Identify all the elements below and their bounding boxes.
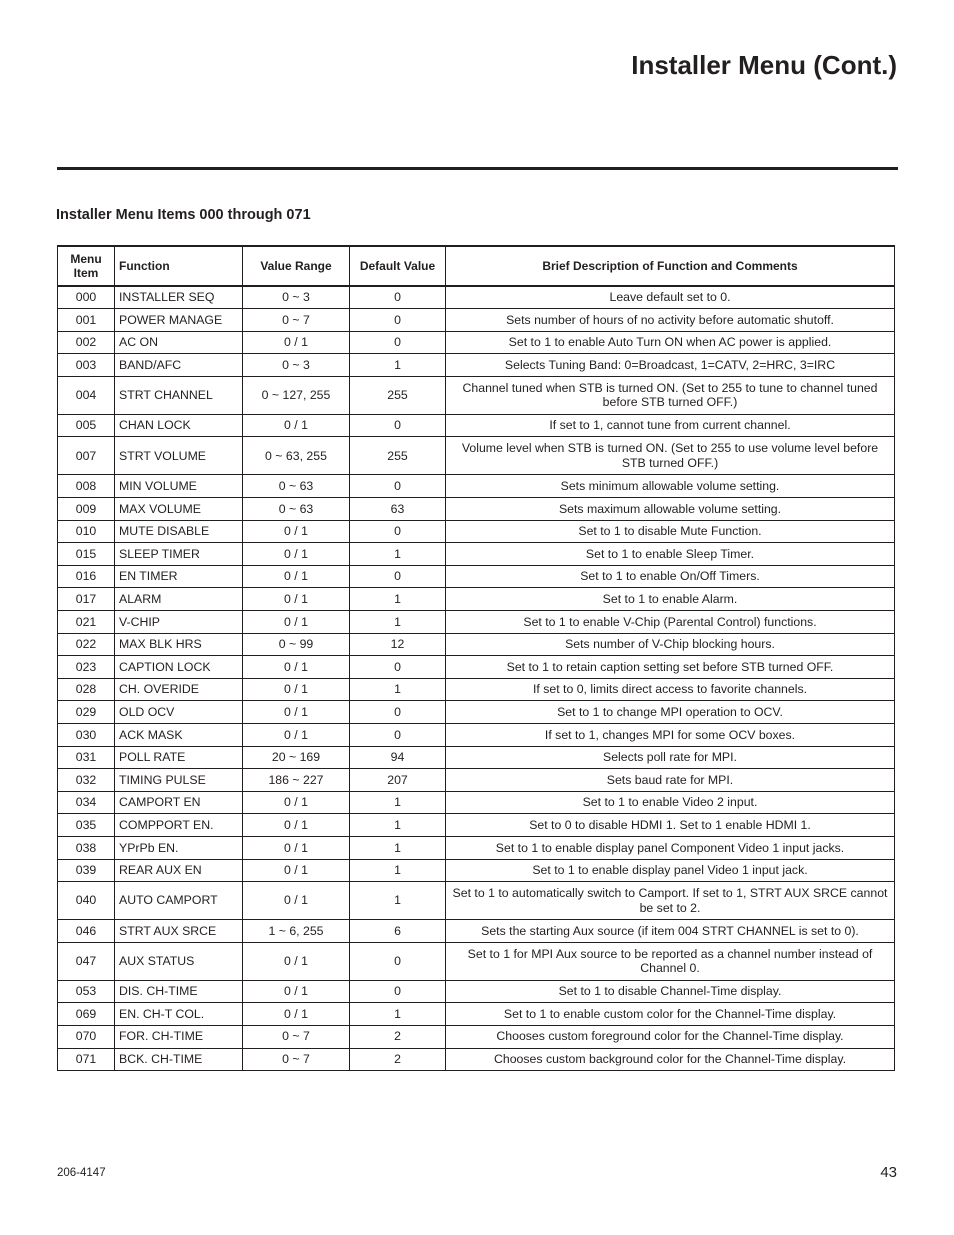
table-row	[58, 1025, 895, 1048]
cell-menu-item: 035	[58, 814, 115, 837]
cell-description: Set to 1 to enable On/Off Timers.	[446, 565, 895, 588]
cell-default-value: 0	[350, 475, 446, 498]
cell-menu-item: 016	[58, 565, 115, 588]
cell-value-range: 0 ~ 7	[243, 1048, 350, 1071]
cell-description: If set to 1, cannot tune from current channel.	[446, 414, 895, 437]
cell-description: Set to 1 to disable Channel-Time display.	[446, 980, 895, 1003]
table-row	[58, 701, 895, 724]
cell-value-range: 0 ~ 63, 255	[243, 437, 350, 475]
cell-function: V-CHIP	[115, 611, 243, 634]
cell-function: EN TIMER	[115, 565, 243, 588]
cell-function: MUTE DISABLE	[115, 520, 243, 543]
cell-default-value: 1	[350, 354, 446, 377]
table-row	[58, 724, 895, 747]
cell-default-value: 1	[350, 611, 446, 634]
cell-menu-item: 046	[58, 920, 115, 943]
cell-default-value: 0	[350, 331, 446, 354]
cell-default-value: 0	[350, 520, 446, 543]
cell-function: ACK MASK	[115, 724, 243, 747]
cell-default-value: 1	[350, 814, 446, 837]
table-row	[58, 1048, 895, 1071]
cell-value-range: 0 ~ 63	[243, 475, 350, 498]
cell-value-range: 0 ~ 127, 255	[243, 376, 350, 414]
cell-function: MIN VOLUME	[115, 475, 243, 498]
table-row	[58, 859, 895, 882]
cell-description: Set to 1 to enable display panel Video 1 input jack.	[446, 859, 895, 882]
cell-description: Channel tuned when STB is turned ON. (Set to 255 to tune to channel tuned before STB turned OFF.)	[446, 376, 895, 414]
cell-menu-item: 038	[58, 836, 115, 859]
cell-default-value: 1	[350, 882, 446, 920]
cell-function: SLEEP TIMER	[115, 543, 243, 566]
table-row	[58, 882, 895, 920]
cell-description: Set to 1 to automatically switch to Camport. If set to 1, STRT AUX SRCE cannot be set to 2.	[446, 882, 895, 920]
cell-default-value: 0	[350, 565, 446, 588]
cell-function: AUX STATUS	[115, 942, 243, 980]
cell-default-value: 0	[350, 724, 446, 747]
cell-value-range: 0 / 1	[243, 882, 350, 920]
cell-value-range: 0 ~ 63	[243, 498, 350, 521]
table-row	[58, 836, 895, 859]
cell-description: Set to 1 to retain caption setting set before STB turned OFF.	[446, 656, 895, 679]
table-header-row	[58, 246, 895, 286]
cell-default-value: 2	[350, 1048, 446, 1071]
table-body	[58, 286, 895, 1071]
cell-description: Set to 1 to enable Video 2 input.	[446, 791, 895, 814]
header-menu-item: Menu Item	[58, 246, 115, 286]
cell-description: Leave default set to 0.	[446, 286, 895, 309]
cell-default-value: 0	[350, 656, 446, 679]
cell-menu-item: 009	[58, 498, 115, 521]
cell-default-value: 1	[350, 678, 446, 701]
cell-description: Volume level when STB is turned ON. (Set to 255 to use volume level before STB turned OFF.)	[446, 437, 895, 475]
table-row	[58, 376, 895, 414]
cell-description: Sets baud rate for MPI.	[446, 769, 895, 792]
cell-description: Set to 1 to enable V-Chip (Parental Control) functions.	[446, 611, 895, 634]
cell-menu-item: 028	[58, 678, 115, 701]
cell-menu-item: 071	[58, 1048, 115, 1071]
cell-description: Sets number of hours of no activity before automatic shutoff.	[446, 309, 895, 332]
cell-description: Sets number of V-Chip blocking hours.	[446, 633, 895, 656]
cell-menu-item: 070	[58, 1025, 115, 1048]
cell-description: Set to 1 to enable Auto Turn ON when AC power is applied.	[446, 331, 895, 354]
cell-default-value: 1	[350, 859, 446, 882]
cell-menu-item: 004	[58, 376, 115, 414]
cell-description: Set to 1 to disable Mute Function.	[446, 520, 895, 543]
table-row	[58, 980, 895, 1003]
cell-menu-item: 005	[58, 414, 115, 437]
table-row	[58, 309, 895, 332]
header-function: Function	[115, 246, 243, 286]
cell-value-range: 20 ~ 169	[243, 746, 350, 769]
cell-description: Set to 1 to enable Sleep Timer.	[446, 543, 895, 566]
cell-value-range: 0 ~ 3	[243, 354, 350, 377]
cell-function: STRT VOLUME	[115, 437, 243, 475]
cell-description: Selects Tuning Band: 0=Broadcast, 1=CATV, 2=HRC, 3=IRC	[446, 354, 895, 377]
cell-function: POLL RATE	[115, 746, 243, 769]
cell-menu-item: 003	[58, 354, 115, 377]
cell-menu-item: 030	[58, 724, 115, 747]
cell-description: Sets maximum allowable volume setting.	[446, 498, 895, 521]
cell-menu-item: 032	[58, 769, 115, 792]
cell-value-range: 0 / 1	[243, 791, 350, 814]
cell-function: EN. CH-T COL.	[115, 1003, 243, 1026]
table-row	[58, 520, 895, 543]
page-number: 43	[880, 1164, 897, 1181]
cell-description: Chooses custom background color for the Channel-Time display.	[446, 1048, 895, 1071]
cell-description: Set to 1 to enable Alarm.	[446, 588, 895, 611]
cell-menu-item: 008	[58, 475, 115, 498]
cell-default-value: 0	[350, 942, 446, 980]
cell-function: ALARM	[115, 588, 243, 611]
cell-value-range: 0 / 1	[243, 656, 350, 679]
cell-description: Set to 1 for MPI Aux source to be reported as a channel number instead of Channel 0.	[446, 942, 895, 980]
cell-menu-item: 031	[58, 746, 115, 769]
cell-default-value: 0	[350, 701, 446, 724]
cell-default-value: 0	[350, 286, 446, 309]
cell-function: TIMING PULSE	[115, 769, 243, 792]
cell-default-value: 1	[350, 791, 446, 814]
table-row	[58, 814, 895, 837]
cell-menu-item: 022	[58, 633, 115, 656]
table-row	[58, 633, 895, 656]
cell-default-value: 1	[350, 588, 446, 611]
cell-default-value: 63	[350, 498, 446, 521]
cell-function: AUTO CAMPORT	[115, 882, 243, 920]
header-default-value: Default Value	[350, 246, 446, 286]
page-title: Installer Menu (Cont.)	[631, 50, 897, 80]
cell-menu-item: 015	[58, 543, 115, 566]
cell-default-value: 1	[350, 836, 446, 859]
cell-description: Set to 0 to disable HDMI 1. Set to 1 enable HDMI 1.	[446, 814, 895, 837]
cell-menu-item: 053	[58, 980, 115, 1003]
table-row	[58, 437, 895, 475]
cell-default-value: 0	[350, 309, 446, 332]
table-row	[58, 791, 895, 814]
cell-function: POWER MANAGE	[115, 309, 243, 332]
cell-default-value: 255	[350, 437, 446, 475]
cell-value-range: 0 / 1	[243, 724, 350, 747]
table-row	[58, 414, 895, 437]
cell-function: FOR. CH-TIME	[115, 1025, 243, 1048]
cell-menu-item: 039	[58, 859, 115, 882]
table-row	[58, 543, 895, 566]
cell-description: If set to 0, limits direct access to favorite channels.	[446, 678, 895, 701]
cell-value-range: 0 / 1	[243, 520, 350, 543]
table-row	[58, 286, 895, 309]
header-value-range: Value Range	[243, 246, 350, 286]
cell-value-range: 0 / 1	[243, 543, 350, 566]
cell-value-range: 0 / 1	[243, 565, 350, 588]
cell-menu-item: 002	[58, 331, 115, 354]
cell-description: Sets minimum allowable volume setting.	[446, 475, 895, 498]
cell-value-range: 0 / 1	[243, 588, 350, 611]
cell-default-value: 94	[350, 746, 446, 769]
cell-value-range: 186 ~ 227	[243, 769, 350, 792]
cell-value-range: 0 ~ 3	[243, 286, 350, 309]
header-divider	[57, 167, 898, 170]
table-row	[58, 498, 895, 521]
cell-value-range: 0 / 1	[243, 331, 350, 354]
cell-function: BCK. CH-TIME	[115, 1048, 243, 1071]
cell-value-range: 0 / 1	[243, 836, 350, 859]
cell-function: COMPPORT EN.	[115, 814, 243, 837]
cell-default-value: 1	[350, 1003, 446, 1026]
cell-menu-item: 023	[58, 656, 115, 679]
cell-value-range: 0 ~ 7	[243, 1025, 350, 1048]
table-row	[58, 331, 895, 354]
cell-function: BAND/AFC	[115, 354, 243, 377]
table-row	[58, 354, 895, 377]
section-title: Installer Menu Items 000 through 071	[56, 207, 311, 223]
cell-value-range: 0 / 1	[243, 414, 350, 437]
cell-value-range: 0 ~ 99	[243, 633, 350, 656]
cell-function: CH. OVERIDE	[115, 678, 243, 701]
cell-description: Chooses custom foreground color for the Channel-Time display.	[446, 1025, 895, 1048]
cell-function: STRT AUX SRCE	[115, 920, 243, 943]
cell-menu-item: 017	[58, 588, 115, 611]
cell-value-range: 0 / 1	[243, 678, 350, 701]
table-row	[58, 656, 895, 679]
cell-default-value: 255	[350, 376, 446, 414]
cell-menu-item: 029	[58, 701, 115, 724]
table-row	[58, 920, 895, 943]
cell-default-value: 0	[350, 980, 446, 1003]
cell-value-range: 0 / 1	[243, 942, 350, 980]
cell-function: REAR AUX EN	[115, 859, 243, 882]
cell-menu-item: 034	[58, 791, 115, 814]
cell-function: CAPTION LOCK	[115, 656, 243, 679]
header-description: Brief Description of Function and Comments	[446, 246, 895, 286]
table-row	[58, 942, 895, 980]
cell-function: AC ON	[115, 331, 243, 354]
cell-default-value: 12	[350, 633, 446, 656]
table-row	[58, 746, 895, 769]
cell-menu-item: 040	[58, 882, 115, 920]
cell-value-range: 1 ~ 6, 255	[243, 920, 350, 943]
cell-default-value: 6	[350, 920, 446, 943]
cell-menu-item: 001	[58, 309, 115, 332]
document-number: 206-4147	[57, 1167, 106, 1179]
cell-value-range: 0 / 1	[243, 701, 350, 724]
cell-value-range: 0 ~ 7	[243, 309, 350, 332]
cell-function: YPrPb EN.	[115, 836, 243, 859]
cell-function: MAX VOLUME	[115, 498, 243, 521]
cell-value-range: 0 / 1	[243, 859, 350, 882]
table-row	[58, 1003, 895, 1026]
table-row	[58, 475, 895, 498]
cell-function: OLD OCV	[115, 701, 243, 724]
table-row	[58, 611, 895, 634]
cell-description: Selects poll rate for MPI.	[446, 746, 895, 769]
cell-menu-item: 010	[58, 520, 115, 543]
cell-menu-item: 021	[58, 611, 115, 634]
cell-description: If set to 1, changes MPI for some OCV boxes.	[446, 724, 895, 747]
cell-description: Sets the starting Aux source (if item 004 STRT CHANNEL is set to 0).	[446, 920, 895, 943]
table-row	[58, 588, 895, 611]
cell-description: Set to 1 to enable display panel Component Video 1 input jacks.	[446, 836, 895, 859]
cell-menu-item: 007	[58, 437, 115, 475]
cell-function: CHAN LOCK	[115, 414, 243, 437]
table-row	[58, 678, 895, 701]
cell-function: DIS. CH-TIME	[115, 980, 243, 1003]
cell-default-value: 2	[350, 1025, 446, 1048]
cell-value-range: 0 / 1	[243, 980, 350, 1003]
cell-description: Set to 1 to change MPI operation to OCV.	[446, 701, 895, 724]
cell-default-value: 1	[350, 543, 446, 566]
cell-value-range: 0 / 1	[243, 1003, 350, 1026]
cell-function: CAMPORT EN	[115, 791, 243, 814]
cell-menu-item: 000	[58, 286, 115, 309]
cell-value-range: 0 / 1	[243, 814, 350, 837]
table-row	[58, 769, 895, 792]
cell-default-value: 207	[350, 769, 446, 792]
table-row	[58, 565, 895, 588]
cell-function: MAX BLK HRS	[115, 633, 243, 656]
cell-menu-item: 047	[58, 942, 115, 980]
cell-description: Set to 1 to enable custom color for the Channel-Time display.	[446, 1003, 895, 1026]
cell-default-value: 0	[350, 414, 446, 437]
cell-function: INSTALLER SEQ	[115, 286, 243, 309]
cell-menu-item: 069	[58, 1003, 115, 1026]
installer-menu-table	[57, 245, 895, 1071]
cell-value-range: 0 / 1	[243, 611, 350, 634]
cell-function: STRT CHANNEL	[115, 376, 243, 414]
